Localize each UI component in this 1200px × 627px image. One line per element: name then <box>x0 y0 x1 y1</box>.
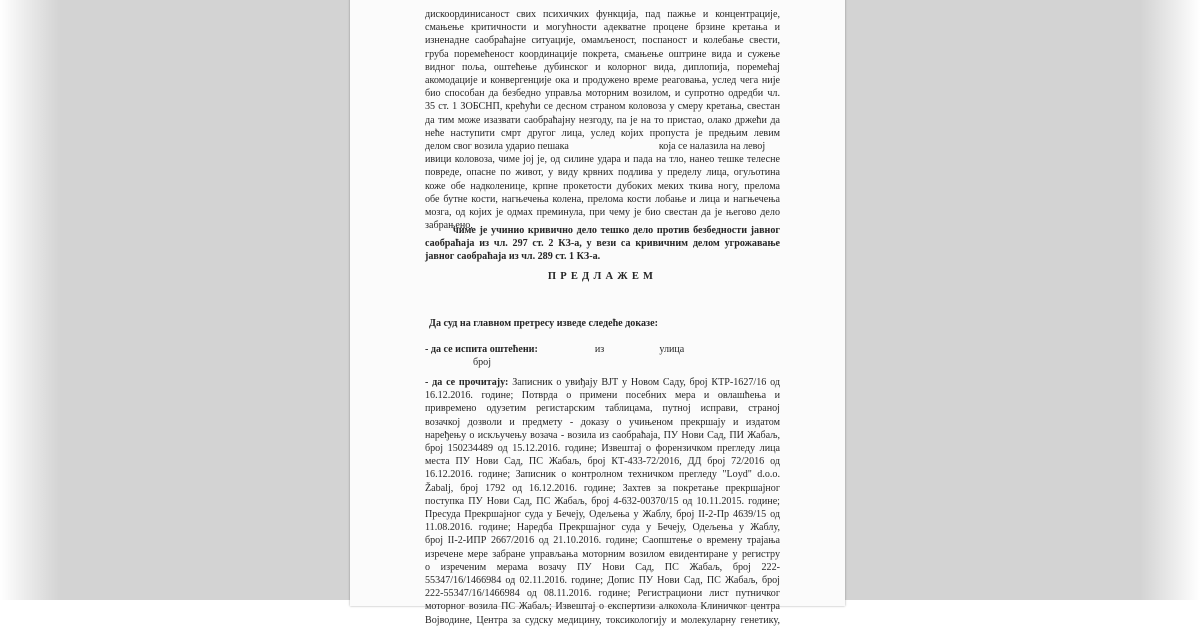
criminal-offense-paragraph <box>425 224 780 264</box>
text-line: био способан да безбедно управља моторним возилом, и супротно одредби чл. <box>425 88 780 100</box>
right-margin-shade <box>1140 0 1200 600</box>
text-line: забрањено, <box>425 220 473 232</box>
text-line: поступка ПУ Нови Сад, ПС Жабаљ, број 4-632-00370/15 од 10.11.2015. године; <box>425 495 780 507</box>
read-prefix: - да се прочитају: <box>425 377 513 388</box>
text-line: 16.12.2016. године; Записник о контролном техничком прегледу "Loyd" d.o.o. <box>425 469 780 481</box>
text-line: мозга, од којих је одмах преминула, при чему је био свестан да је његово дело <box>425 207 780 219</box>
text-line: неће наступити смрт другог лица, услед којих пропуста је предњим левим <box>425 127 780 139</box>
court-evidence-line: Да суд на главном претресу изведе следеће доказе: <box>429 318 658 329</box>
text-line: 55347/16/1466984 од 02.11.2016. године; Допис ПУ Нови Сад, ПС Жабаљ, број <box>425 575 780 587</box>
scanned-page <box>350 0 845 626</box>
hearing-number: број <box>473 357 492 369</box>
text-line: моторног возила ПС Жабаљ; Извештај о експертизи алкохола Клиничког центра <box>425 601 780 613</box>
text-line-part: која се налазила на левој <box>658 141 766 153</box>
text-line: места ПУ Нови Сад, ПС Жабаљ, број КТ-433-72/2016, ДД број 72/2016 од <box>425 456 780 468</box>
section-heading: ПРЕДЛАЖЕМ <box>547 271 658 282</box>
text-line: 11.08.2016. године; Наредба Прекршајног суда у Бечеју, Одељења у Жаблу, <box>425 522 780 534</box>
text-line: видног поља, оштећење дубинског и колорног вида, диплопија, поремећај <box>425 61 780 73</box>
text-line: изненадне саобраћајне ситуације, омамљеност, поспаност и колебање свести, <box>425 35 780 47</box>
text-line: Војводине, Центра за судску медицину, токсикологију и молекуларну генетику, <box>425 614 780 626</box>
hearing-street: улица <box>659 344 685 355</box>
text-line: о изреченим мерама возачу ПУ Нови Сад, ПС Жабаљ, број 222- <box>425 561 780 573</box>
text-line: чиме је учинио кривично дело тешко дело против безбедности јавног <box>453 225 780 236</box>
hearing-prefix: - да се испита оштећени: <box>425 344 538 355</box>
text-line: дискоординисаност свих психичких функција, пад пажње и концентрације, <box>425 9 780 20</box>
hearing-block <box>425 343 780 369</box>
text-line-part: делом свог возила ударио пешака <box>425 141 569 153</box>
text-line <box>425 376 780 389</box>
text-line-part: Записник о увиђају ВЈТ у Новом Саду, број КТР-1627/16 од <box>512 377 780 388</box>
text-line: Žabalj, број 1792 од 16.12.2016. године; Захтев за покретање прекршајног <box>425 482 780 494</box>
text-line: привремено одузетим регистарским таблицама, путној исправи, страној <box>425 403 780 415</box>
text-line: акомодације и конвергенције ока и продужено време реаговања, услед чега није <box>425 75 780 87</box>
text-line: 222-55347/16/1466984 од 08.11.2016. године; Регистрациони лист путничког <box>425 588 780 600</box>
text-line: обе бутне кости, нагњечења колена, прелома кости лобање и лица и нагњечења <box>425 193 780 205</box>
text-line: јавног саобраћаја из чл. 289 ст. 1 КЗ-а. <box>425 251 601 263</box>
text-line: Пресуда Прекршајног суда у Бечеју, Одељења у Жаблу, број II-2-Пр 4639/15 од <box>425 509 780 521</box>
text-line: 16.12.2016. године; Потврда о примени посебних мера и овлашћења и <box>425 390 780 402</box>
text-line: изречене мере забране управљања моторним возилом евидентиране у регистру <box>425 548 780 560</box>
text-line: коже обе надколенице, крпне прокетости дубоких меких ткива ногу, прелома <box>425 180 780 192</box>
text-line: смањење критичности и могућности адекватне процене брзине кретања и <box>425 22 780 34</box>
text-line: ивици коловоза, чиме јој је, од силине удара и пада на тло, нанео тешке телесне <box>425 154 780 166</box>
text-line: број II-2-ИПР 2667/2016 од 21.10.2016. године; Саопштење о времену трајања <box>425 535 780 547</box>
left-margin-shade <box>0 0 60 600</box>
page-content <box>425 8 780 626</box>
evidence-list <box>425 376 780 627</box>
indictment-description <box>425 8 780 232</box>
text-line: 35 ст. 1 ЗОБСНП, крећући се десном страном коловоза у смеру кретања, свестан <box>425 101 780 113</box>
hearing-from: из <box>594 344 605 355</box>
text-line: повреде, опасне по живот, у виду крвних подлива у пределу лица, огуљотина <box>425 167 780 179</box>
text-line <box>425 140 780 153</box>
text-line: наређењу о искључењу возача - возила из саобраћаја, ПУ Нови Сад, ПИ Жабаљ, <box>425 429 780 441</box>
text-line: возачкој дозволи и предмету - доказу о учињеном прекршају и издатом <box>425 416 780 428</box>
text-line: саобраћаја из чл. 297 ст. 2 КЗ-а, у вези са кривичним делом угрожавање <box>425 238 780 250</box>
text-line: број 150234489 од 15.12.2016. године; Извештај о форензичком прегледу лица <box>425 443 780 455</box>
text-line: груба поремећеност координације покрета, смањење оштрине вида и сужење <box>425 48 780 60</box>
text-line: да тим може изазвати саобраћајну незгоду, па је на то пристао, олако држећи да <box>425 114 780 126</box>
